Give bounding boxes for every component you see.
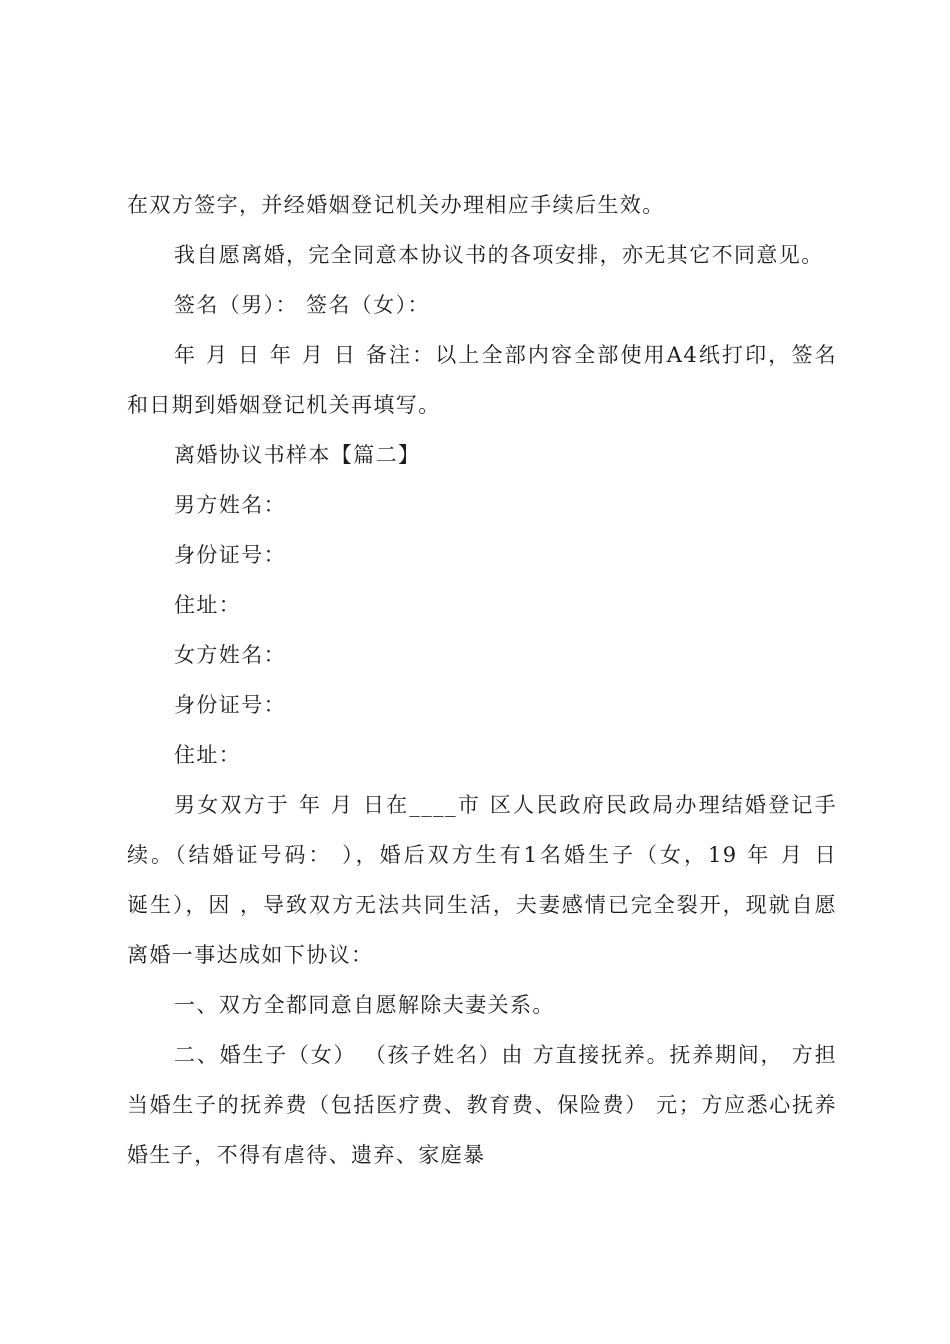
- form-field-label: 女方姓名：: [174, 643, 286, 667]
- paragraph-line: 我自愿离婚，完全同意本协议书的各项安排，亦无其它不同意见。: [174, 243, 824, 267]
- form-field-label: 住址：: [174, 593, 242, 617]
- paragraph-line: 当婚生子的抚养费（包括医疗费、教育费、保险费） 元；方应悉心抚养: [127, 1093, 837, 1117]
- paragraph-line: 续。（结婚证号码： ），婚后双方生有1名婚生子（女，19 年 月 日: [127, 843, 837, 867]
- section-heading: 离婚协议书样本【篇二】: [174, 443, 421, 467]
- paragraph-line: 男女双方于 年 月 日在____市 区人民政府民政局办理结婚登记手: [174, 793, 837, 817]
- form-field-label: 男方姓名：: [174, 493, 286, 517]
- form-field-label: 身份证号：: [174, 543, 286, 567]
- paragraph-line: 诞生），因 ，导致双方无法共同生活，夫妻感情已完全裂开，现就自愿: [127, 893, 837, 917]
- form-field-label: 住址：: [174, 743, 242, 767]
- paragraph-line: 年 月 日 年 月 日 备注：以上全部内容全部使用A4纸打印，签名: [174, 343, 837, 367]
- paragraph-line: 婚生子，不得有虐待、遗弃、家庭暴: [127, 1143, 486, 1167]
- paragraph-line: 在双方签字，并经婚姻登记机关办理相应手续后生效。: [127, 193, 665, 217]
- paragraph-line: 离婚一事达成如下协议：: [127, 943, 374, 967]
- form-field-label: 身份证号：: [174, 693, 286, 717]
- paragraph-line: 一、双方全都同意自愿解除夫妻关系。: [174, 993, 555, 1017]
- signature-line: 签名（男）： 签名（女）：: [174, 293, 430, 317]
- paragraph-line: 和日期到婚姻登记机关再填写。: [127, 393, 441, 417]
- paragraph-line: 二、婚生子（女） （孩子姓名）由 方直接抚养。抚养期间， 方担: [174, 1043, 837, 1067]
